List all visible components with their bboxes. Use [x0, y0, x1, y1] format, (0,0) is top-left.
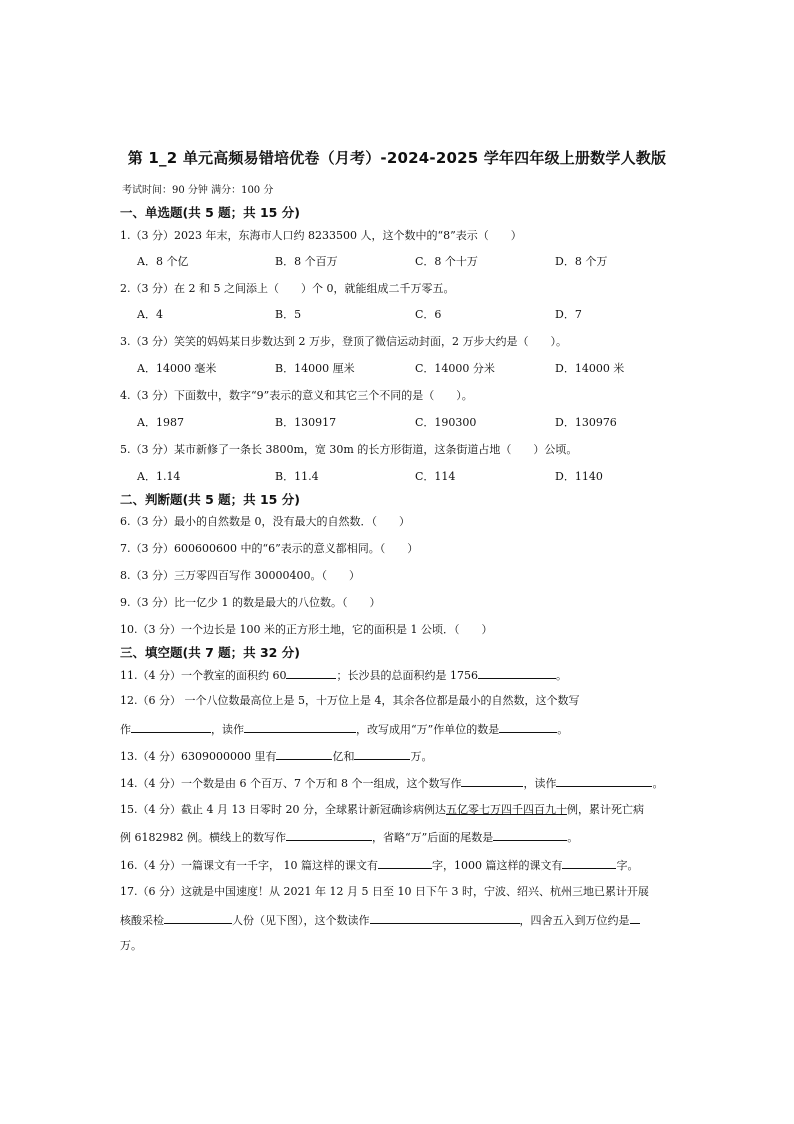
question-4: 4.（3 分）下面数中，数字“9”表示的意义和其它三个不同的是（ ）。: [120, 389, 473, 402]
answer-blank[interactable]: [354, 747, 410, 760]
question-13: [120, 747, 700, 764]
question-12-text-b: 作: [120, 723, 131, 736]
question-11-text-b: ；长沙县的总面积约是 1756: [336, 669, 478, 682]
option-c[interactable]: C．190300: [415, 416, 477, 429]
question-15-text-d: ，省略“万”后面的尾数是: [371, 831, 494, 844]
option-a[interactable]: A．1987: [137, 416, 184, 429]
exam-meta: 考试时间：90 分钟 满分：100 分: [122, 185, 274, 196]
option-a[interactable]: A．1.14: [137, 470, 181, 483]
option-b[interactable]: B．8 个百万: [275, 255, 338, 268]
question-14: [120, 774, 700, 791]
option-a[interactable]: A．8 个亿: [137, 255, 189, 268]
answer-blank[interactable]: [370, 911, 520, 924]
option-b[interactable]: B．130917: [275, 416, 337, 429]
question-16: [120, 856, 700, 873]
question-13-text-a: 13.（4 分）6309000000 里有: [120, 750, 277, 763]
question-16-text-b: 字，1000 篇这样的课文有: [431, 859, 563, 872]
question-10: 10.（3 分）一个边长是 100 米的正方形土地，它的面积是 1 公顷．（ ）: [120, 623, 493, 636]
answer-blank[interactable]: [286, 666, 336, 679]
option-d[interactable]: D．1140: [555, 470, 603, 483]
option-d[interactable]: D．7: [555, 308, 582, 321]
section-heading-true-false: 二、判断题(共 5 题；共 15 分): [120, 492, 300, 507]
answer-blank[interactable]: [378, 856, 432, 869]
question-15-text-b: 例，累计死亡病: [566, 803, 644, 816]
question-15-line-1: [120, 801, 700, 817]
question-12-text-d: ，改写成用“万”作单位的数是: [356, 723, 500, 736]
option-a[interactable]: A．14000 毫米: [137, 362, 217, 375]
question-14-text-c: 。: [652, 777, 664, 790]
question-12-line-2: [120, 720, 700, 737]
answer-blank[interactable]: [461, 774, 523, 787]
question-12-text-e: 。: [557, 723, 569, 736]
question-15-text-e: 。: [567, 831, 579, 844]
option-c[interactable]: C．8 个十万: [415, 255, 478, 268]
answer-blank[interactable]: [493, 828, 567, 841]
question-11-text-a: 11.（4 分）一个教室的面积约 60: [120, 669, 287, 682]
option-c[interactable]: C．6: [415, 308, 442, 321]
question-17-line-3: 万。: [120, 939, 142, 952]
section-heading-single-choice: 一、单选题(共 5 题；共 15 分): [120, 205, 300, 220]
question-17-line-1: 17.（6 分）这就是中国速度！从 2021 年 12 月 5 日至 10 日下午 3 时，宁波、绍兴、杭州三地已累计开展: [120, 885, 649, 898]
question-17-text-b: 核酸采检: [120, 914, 164, 927]
answer-blank[interactable]: [131, 720, 211, 733]
answer-blank[interactable]: [244, 720, 356, 733]
question-14-text-b: ，读作: [523, 777, 557, 790]
option-b[interactable]: B．11.4: [275, 470, 319, 483]
question-17-text-d: ，四舍五入到万位约是: [519, 914, 630, 927]
page-title: 第 1_2 单元高频易错培优卷（月考）-2024-2025 学年四年级上册数学人教版: [127, 149, 667, 167]
question-7: 7.（3 分）600600600 中的“6”表示的意义都相同。（ ）: [120, 542, 419, 555]
question-11: [120, 666, 700, 683]
section-heading-fill-blank: 三、填空题(共 7 题；共 32 分): [120, 645, 300, 660]
answer-blank[interactable]: [286, 828, 372, 841]
question-2: 2.（3 分）在 2 和 5 之间添上（ ）个 0，就能组成二千万零五。: [120, 282, 455, 295]
option-d[interactable]: D．130976: [555, 416, 617, 429]
option-d[interactable]: D．14000 米: [555, 362, 625, 375]
question-14-text-a: 14.（4 分）一个数是由 6 个百万、7 个万和 8 个一组成，这个数写作: [120, 777, 462, 790]
question-15-line-2: [120, 828, 700, 845]
question-15-text-a: 15.（4 分）截止 4 月 13 日零时 20 分，全球累计新冠确诊病例达: [120, 803, 446, 816]
question-16-text-c: 字。: [616, 859, 639, 872]
answer-blank[interactable]: [478, 666, 556, 679]
question-11-text-c: 。: [555, 669, 567, 682]
answer-blank[interactable]: [276, 747, 332, 760]
option-d[interactable]: D．8 个万: [555, 255, 608, 268]
option-b[interactable]: B．14000 厘米: [275, 362, 355, 375]
answer-blank[interactable]: [562, 856, 616, 869]
question-16-text-a: 16.（4 分）一篇课文有一千字， 10 篇这样的课文有: [120, 859, 378, 872]
answer-blank[interactable]: [630, 911, 640, 924]
question-13-text-b: 亿和: [332, 750, 355, 763]
question-15-underlined-number: 五亿零七万四千四百九十: [445, 803, 567, 816]
answer-blank[interactable]: [164, 911, 232, 924]
answer-blank[interactable]: [556, 774, 652, 787]
question-17-text-c: 人份（见下图），这个数读作: [232, 914, 370, 927]
question-3: 3.（3 分）笑笑的妈妈某日步数达到 2 万步，登顶了微信运动封面，2 万步大约是（ ）。: [120, 335, 567, 348]
question-8: 8.（3 分）三万零四百写作 30000400。（ ）: [120, 569, 360, 582]
question-5: 5.（3 分）某市新修了一条长 3800m，宽 30m 的长方形街道，这条街道占地（ ）公顷。: [120, 443, 578, 456]
question-13-text-c: 万。: [410, 750, 433, 763]
option-a[interactable]: A．4: [137, 308, 163, 321]
answer-blank[interactable]: [499, 720, 557, 733]
option-c[interactable]: C．14000 分米: [415, 362, 495, 375]
question-15-text-c: 例 6182982 例。横线上的数写作: [120, 831, 286, 844]
question-12-text-c: ，读作: [211, 723, 244, 736]
question-9: 9.（3 分）比一亿少 1 的数是最大的八位数。（ ）: [120, 596, 381, 609]
option-c[interactable]: C．114: [415, 470, 456, 483]
question-6: 6.（3 分）最小的自然数是 0，没有最大的自然数．（ ）: [120, 515, 410, 528]
question-1: 1.（3 分）2023 年末，东海市人口约 8233500 人，这个数中的“8”表示（ ）: [120, 229, 522, 242]
option-b[interactable]: B．5: [275, 308, 302, 321]
question-12-line-1: 12.（6 分） 一个八位数最高位上是 5，十万位上是 4，其余各位都是最小的自然数，这个数写: [120, 694, 580, 707]
question-17-line-2: [120, 911, 700, 928]
